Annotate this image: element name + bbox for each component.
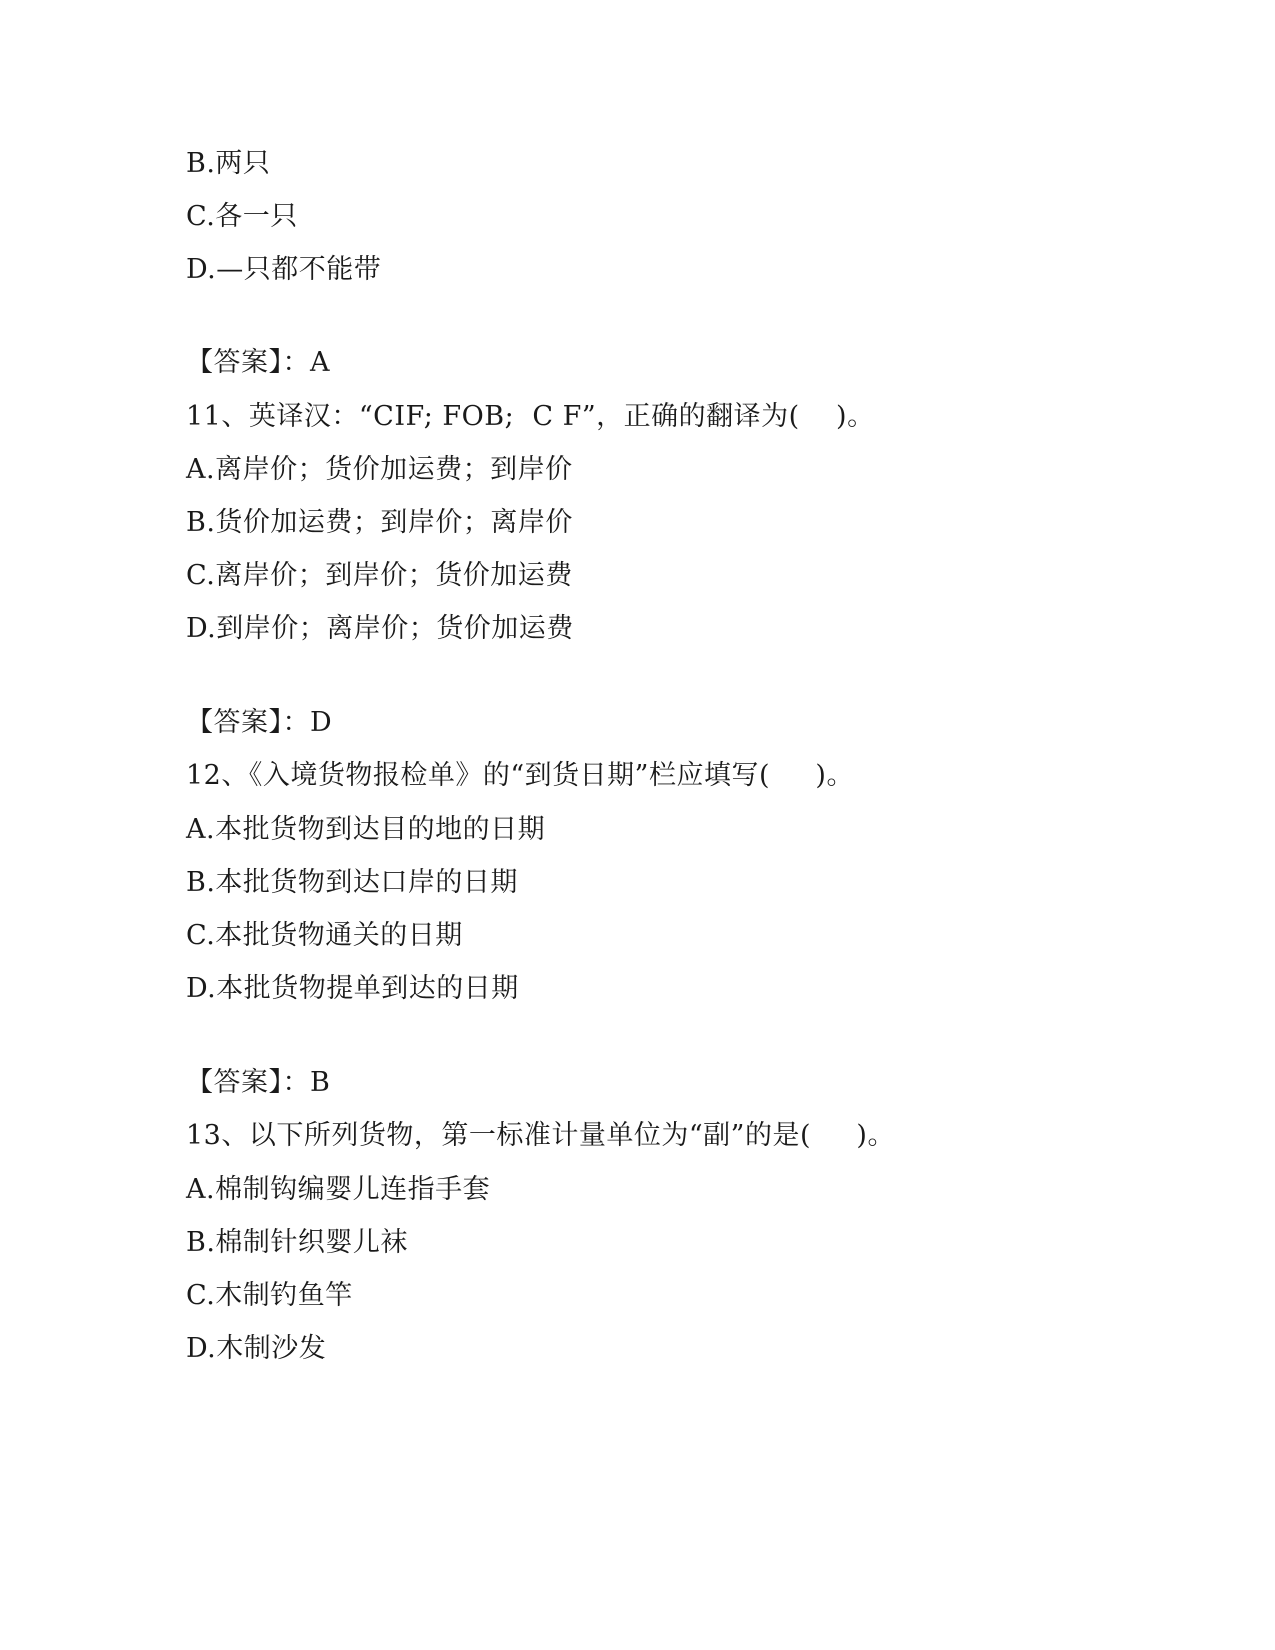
- q13-option-c: C.木制钓鱼竿: [186, 1280, 353, 1311]
- q12-option-c: C.本批货物通关的日期: [186, 920, 463, 951]
- prev-question-option-d: D.—只都不能带: [186, 254, 382, 285]
- q11-option-a: A.离岸价；货价加运费；到岸价: [186, 454, 573, 485]
- prev-question-option-b: B.两只: [186, 148, 271, 179]
- prev-question-option-c: C.各一只: [186, 201, 298, 232]
- q12-option-d: D.本批货物提单到达的日期: [186, 973, 519, 1004]
- q12-answer: 【答案】：B: [186, 1067, 331, 1098]
- q13-option-d: D.木制沙发: [186, 1333, 327, 1364]
- q11-option-d: D.到岸价；离岸价；货价加运费: [186, 613, 574, 644]
- q11-option-b: B.货价加运费；到岸价；离岸价: [186, 507, 573, 538]
- prev-question-answer: 【答案】：A: [186, 347, 330, 378]
- q11-stem: 11、英译汉：“CIF; FOB; C F”，正确的翻译为( )。: [186, 401, 875, 432]
- q11-option-c: C.离岸价；到岸价；货价加运费: [186, 560, 573, 591]
- q12-stem: 12、《入境货物报检单》的“到货日期”栏应填写( )。: [186, 760, 854, 791]
- q12-option-a: A.本批货物到达目的地的日期: [186, 814, 546, 845]
- q12-option-b: B.本批货物到达口岸的日期: [186, 867, 518, 898]
- q13-option-b: B.棉制针织婴儿袜: [186, 1227, 408, 1258]
- q13-stem: 13、以下所列货物，第一标准计量单位为“副”的是( )。: [186, 1120, 895, 1151]
- q13-option-a: A.棉制钩编婴儿连指手套: [186, 1174, 491, 1205]
- q11-answer: 【答案】：D: [186, 707, 333, 738]
